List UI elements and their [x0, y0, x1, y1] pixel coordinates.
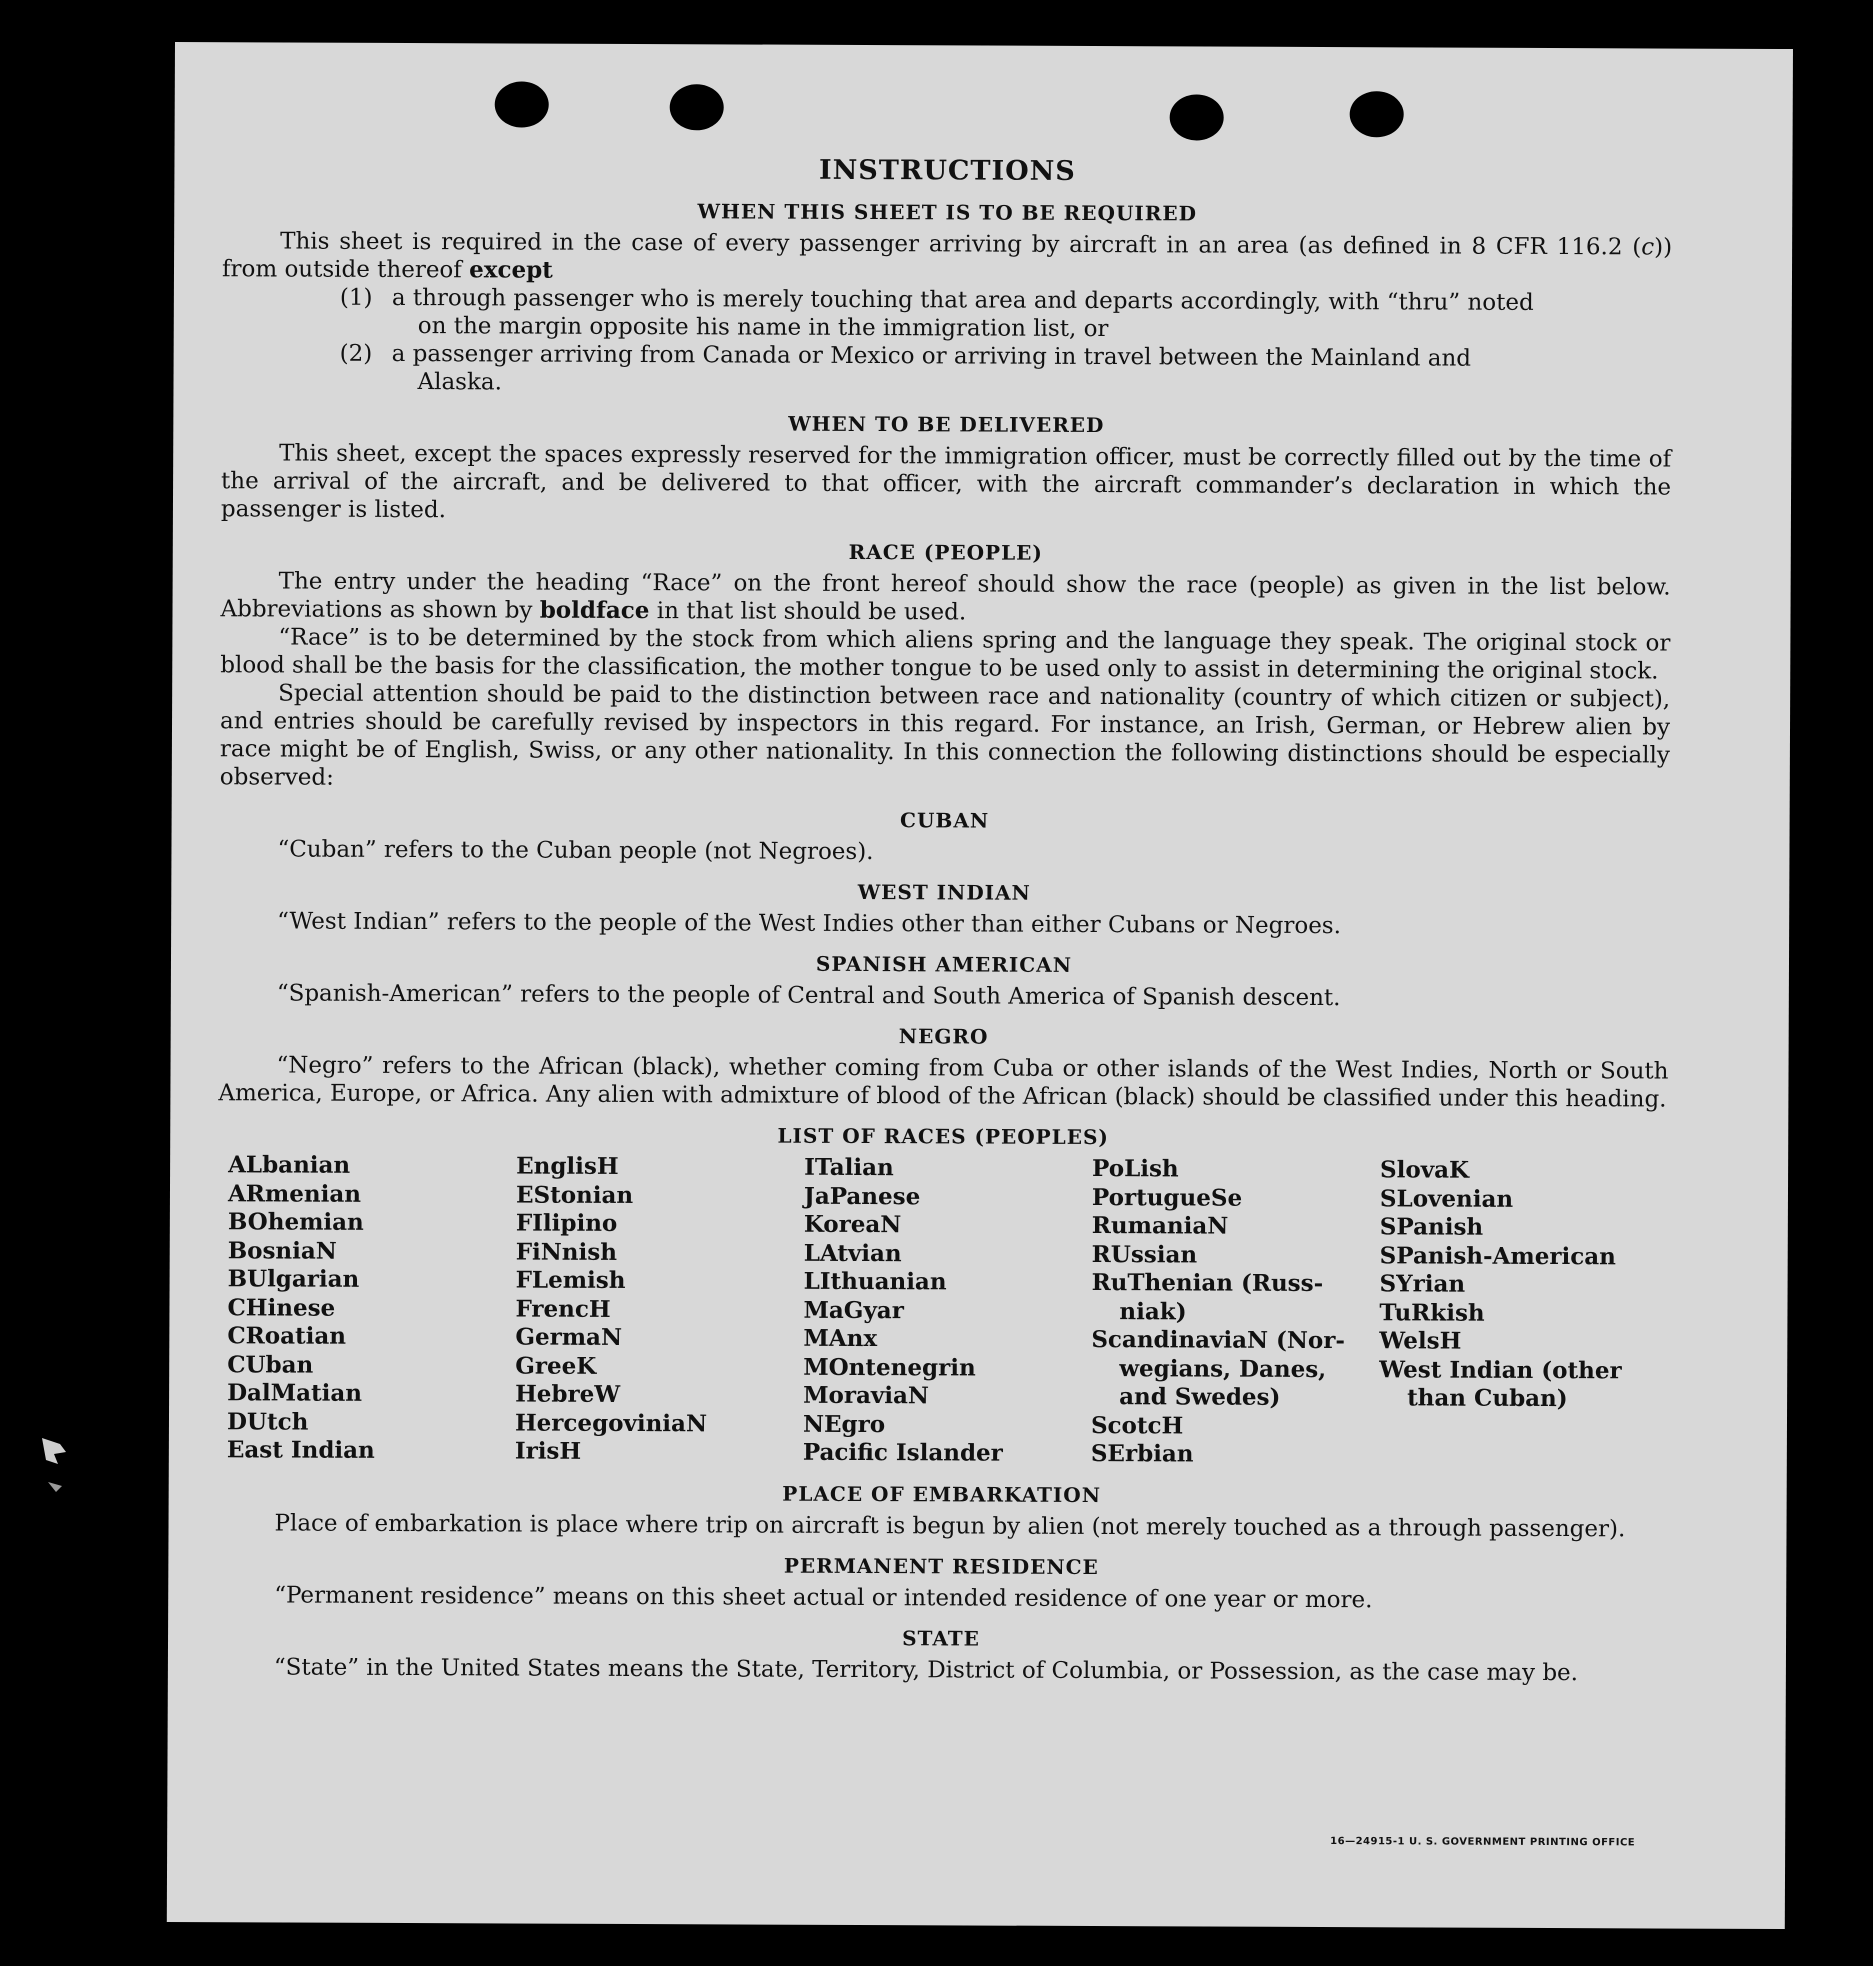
race-entry: FIlipino — [515, 1209, 618, 1237]
race-entry: FLemish — [515, 1266, 626, 1294]
heading-embarkation: PLACE OF EMBARKATION — [782, 1481, 1102, 1507]
race-entry: CUban — [227, 1350, 314, 1379]
paragraph-embarkation: Place of embarkation is place where trip on aircraft is begun by alien (not merely touched as a through passenger). — [274, 1509, 1626, 1542]
heading-west-indian: WEST INDIAN — [857, 879, 1031, 905]
paragraph-race-1: The entry under the heading “Race” on the front hereof should show the race (people) as given in the list below. Abbreviations as shown by boldface in that list should be used. — [220, 568, 1671, 626]
edge-smudge — [40, 1430, 70, 1500]
heading-cuban: CUBAN — [900, 808, 990, 833]
punch-hole — [670, 84, 724, 130]
race-entry: BUlgarian — [227, 1265, 360, 1293]
paragraph-race-2: “Race” is to be determined by the stock from which aliens spring and the language they speak. The original stock or blood shall be the basis for the classification, the mother tongue to be used only to assist in determining the original stock. — [220, 624, 1671, 685]
exception-item: (1) a through passenger who is merely touching that area and departs accordingly, with “thru” noted on the margin opposite his name in the immigration list, or — [339, 284, 1534, 343]
race-entry: SlovaK — [1380, 1156, 1470, 1184]
race-entry: ALbanian — [228, 1151, 351, 1179]
races-column — [227, 1151, 516, 1466]
race-entry: RUssian — [1091, 1240, 1198, 1268]
punch-hole — [1170, 94, 1224, 140]
race-entry: BosniaN — [227, 1236, 337, 1265]
race-entry: ScandinaviaN (Nor- — [1091, 1326, 1346, 1355]
race-entry: HebreW — [515, 1380, 621, 1408]
race-entry: DalMatian — [227, 1379, 363, 1407]
instructions-content — [216, 152, 1673, 1687]
paragraph-west-indian: “West Indian” refers to the people of the West Indies other than either Cubans or Negroes. — [277, 908, 1342, 940]
race-entry: SErbian — [1090, 1440, 1194, 1468]
race-entry: East Indian — [226, 1436, 375, 1464]
exception-item: (2) a passenger arriving from Canada or Mexico or arriving in travel between the Mainland and Alaska. — [339, 340, 1472, 396]
printer-imprint: 16—24915-1 U. S. GOVERNMENT PRINTING OFFICE — [1330, 1836, 1636, 1849]
race-entry: ScotcH — [1090, 1411, 1184, 1439]
races-column — [1091, 1155, 1380, 1470]
paragraph-spanish-american: “Spanish-American” refers to the people of Central and South America of Spanish descent. — [276, 980, 1341, 1012]
races-list — [227, 1151, 1668, 1471]
race-entry: SPanish-American — [1379, 1241, 1616, 1270]
race-entry: HercegoviniaN — [514, 1408, 708, 1437]
race-entry: CHinese — [227, 1293, 336, 1322]
race-entry: niak) — [1119, 1297, 1187, 1325]
heading-when-required: WHEN THIS SHEET IS TO BE REQUIRED — [697, 199, 1198, 226]
paragraph-when-delivered: This sheet, except the spaces expressly reserved for the immigration officer, must be correctly filled out by the time of the arrival of the aircraft, and be delivered to that officer, with the aircraft commander’s declaration in which the passenger is listed. — [220, 440, 1672, 524]
heading-list-of-races: LIST OF RACES (PEOPLES) — [777, 1123, 1109, 1150]
paragraph-when-required: This sheet is required in the case of every passenger arriving by aircraft in an area (as defined in 8 CFR 116.2 (c)) from outside thereof except — [221, 228, 1673, 284]
paragraph-state: “State” in the United States means the State, Territory, District of Columbia, or Possession, as the case may be. — [273, 1653, 1579, 1686]
paragraph-negro: “Negro” refers to the African (black), whether coming from Cuba or other islands of the West Indies, North or South America, Europe, or Africa. Any alien with admixture of blood of the African (black) should be classified under this heading. — [218, 1052, 1669, 1113]
race-entry: FiNnish — [515, 1237, 618, 1266]
race-entry: WelsH — [1379, 1327, 1462, 1355]
page-title: INSTRUCTIONS — [818, 154, 1076, 187]
races-column — [515, 1152, 804, 1467]
race-entry: than Cuban) — [1407, 1384, 1568, 1413]
race-entry: JaPanese — [803, 1182, 921, 1210]
heading-spanish-american: SPANISH AMERICAN — [815, 951, 1073, 977]
race-entry: IrisH — [514, 1437, 582, 1465]
punch-hole — [1350, 91, 1404, 137]
heading-when-delivered: WHEN TO BE DELIVERED — [788, 411, 1105, 438]
race-entry: KoreaN — [803, 1210, 902, 1239]
race-entry: MaGyar — [803, 1296, 904, 1324]
race-entry: SYrian — [1379, 1270, 1466, 1298]
race-entry: and Swedes) — [1119, 1383, 1281, 1411]
races-column — [803, 1154, 1092, 1469]
race-entry: RuThenian (Russ- — [1091, 1269, 1324, 1298]
race-entry: EnglisH — [516, 1152, 619, 1180]
race-entry: GermaN — [515, 1323, 623, 1351]
race-entry: ITalian — [804, 1153, 894, 1182]
race-entry: West Indian (other — [1379, 1355, 1622, 1384]
race-entry: FrencH — [515, 1294, 611, 1323]
race-entry: ARmenian — [227, 1179, 362, 1208]
document-sheet — [167, 42, 1793, 1929]
heading-race: RACE (PEOPLE) — [848, 539, 1043, 565]
race-entry: TuRkish — [1379, 1298, 1485, 1327]
race-entry: SPanish — [1379, 1213, 1484, 1241]
paragraph-residence: “Permanent residence” means on this sheet actual or intended residence of one year or more. — [274, 1581, 1373, 1613]
race-entry: GreeK — [515, 1351, 597, 1380]
race-entry: NEgro — [802, 1410, 886, 1438]
punch-hole — [495, 81, 549, 127]
heading-state: STATE — [902, 1625, 980, 1651]
heading-negro: NEGRO — [898, 1024, 989, 1049]
race-entry: MoraviaN — [803, 1381, 930, 1410]
race-entry: wegians, Danes, — [1119, 1354, 1327, 1383]
race-entry: PoLish — [1092, 1155, 1179, 1183]
race-entry: RumaniaN — [1091, 1212, 1229, 1240]
race-entry: BOhemian — [227, 1208, 364, 1236]
race-entry: MAnx — [803, 1324, 878, 1353]
race-entry: CRoatian — [227, 1322, 347, 1350]
paragraph-race-3: Special attention should be paid to the distinction between race and nationality (country of which citizen or subject), and entries should be carefully revised by inspectors in this regard. For instance, an Irish, German, or Hebrew alien by race might be of English, Swiss, or any other nationality. In this connection the following distinctions should be especially observed: — [219, 680, 1671, 791]
race-entry: DUtch — [226, 1407, 309, 1436]
paragraph-cuban: “Cuban” refers to the Cuban people (not Negroes). — [277, 836, 874, 866]
race-entry: PortugueSe — [1091, 1183, 1243, 1212]
race-entry: Pacific Islander — [802, 1438, 1003, 1467]
race-entry: LAtvian — [803, 1239, 902, 1267]
race-entry: EStonian — [515, 1180, 634, 1209]
heading-residence: PERMANENT RESIDENCE — [783, 1553, 1099, 1579]
race-entry: MOntenegrin — [803, 1353, 976, 1382]
race-entry: SLovenian — [1379, 1184, 1514, 1213]
races-column — [1379, 1156, 1668, 1471]
race-entry: LIthuanian — [803, 1267, 947, 1296]
